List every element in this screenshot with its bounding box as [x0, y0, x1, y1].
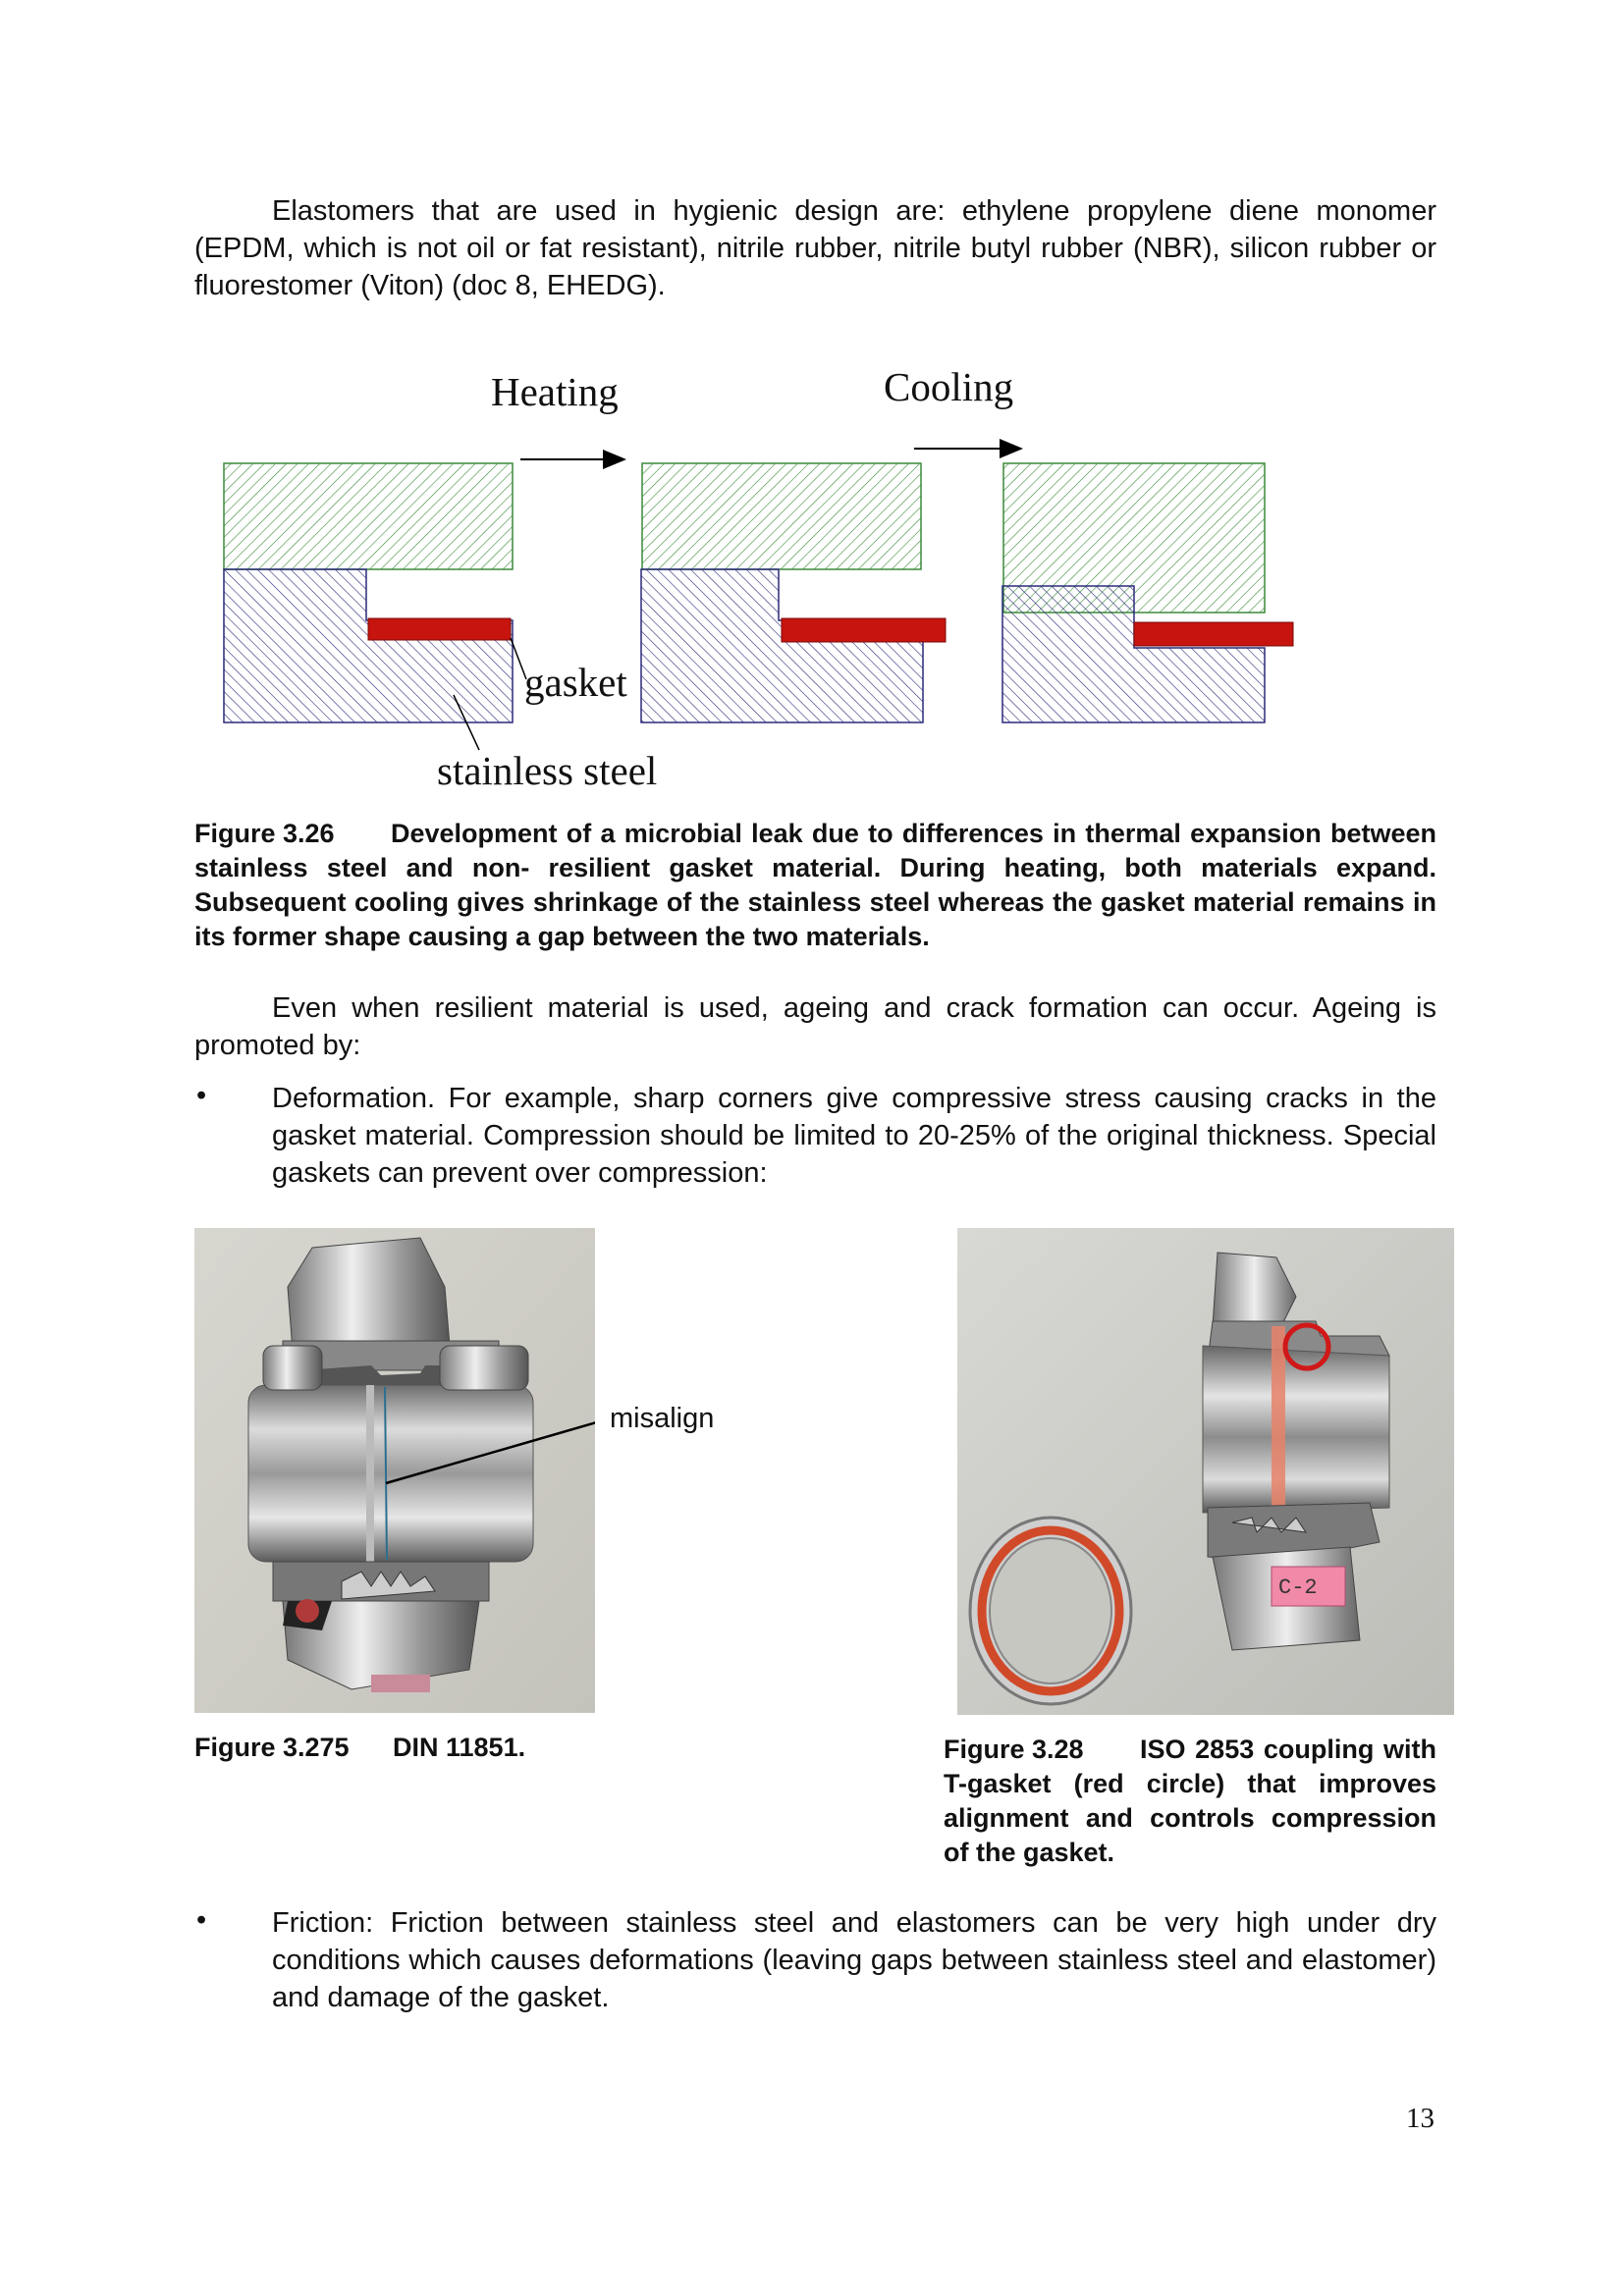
- figure-number: Figure 3.275: [194, 1733, 350, 1762]
- figure-text: DIN 11851.: [393, 1733, 526, 1762]
- page-number: 13: [1406, 2103, 1435, 2134]
- bullet-marker: •: [196, 1904, 207, 1936]
- gasket-2: [782, 618, 946, 642]
- lower-part-2: [641, 569, 923, 722]
- gasket-3: [1134, 622, 1293, 646]
- photo-din-11851: [194, 1228, 595, 1713]
- figure-3-28-caption: [944, 1733, 1436, 1870]
- gasket-1: [368, 618, 511, 640]
- stage-cooling: [1002, 463, 1293, 722]
- figure-text: Development of a microbial leak due to differences in thermal expansion between stainless steel and non- resilient gasket material. During heating, both materials expand. Subsequent cooling gives shrinkage of the stainless steel whereas the gasket material remains in its former shape causing a gap between the two materials.: [194, 819, 1436, 951]
- label-stainless-steel: stainless steel: [437, 748, 658, 793]
- bullet-marker: •: [196, 1080, 207, 1111]
- label-heating: Heating: [491, 369, 619, 414]
- paragraph-elastomers: Elastomers that are used in hygienic design are: ethylene propylene diene monomer (EPDM, which is not oil or fat resistant), nitrile rubber, nitrile butyl rubber (NBR), silicon rubber or fluorestomer (Viton) (doc 8, EHEDG).: [194, 195, 1436, 301]
- figure-number: Figure 3.26: [194, 819, 335, 848]
- figure-3-26-caption: [194, 817, 1436, 954]
- label-cooling: Cooling: [884, 364, 1014, 409]
- lower-part-1: [224, 569, 513, 722]
- stage-heating: [641, 463, 946, 722]
- upper-part-2: [642, 463, 921, 569]
- c2-label: C-2: [1278, 1575, 1318, 1600]
- bullet-friction: Friction: Friction between stainless steel and elastomers can be very high under dry conditions which causes deformations (leaving gaps between stainless steel and elastomer) and damage of the gasket.: [272, 1907, 1436, 2013]
- upper-part-1: [224, 463, 513, 569]
- figure-number: Figure 3.28: [944, 1735, 1084, 1764]
- misalign-label: misalign: [610, 1403, 715, 1434]
- label-gasket: gasket: [524, 660, 627, 705]
- thermal-expansion-diagram: [196, 353, 1326, 805]
- figure-3-275-caption: [194, 1731, 607, 1765]
- figure-text: ISO 2853 coupling with T-gasket (red circle) that improves alignment and controls compression of the gasket.: [944, 1735, 1436, 1867]
- photo-iso-2853: [957, 1228, 1454, 1715]
- paragraph-ageing: Even when resilient material is used, ageing and crack formation can occur. Ageing is promoted by:: [194, 992, 1436, 1061]
- stage-initial: [224, 463, 513, 722]
- bullet-deformation: Deformation. For example, sharp corners give compressive stress causing cracks in the gasket material. Compression should be limited to 20-25% of the original thickness. Special gaskets can prevent over compression:: [272, 1083, 1436, 1189]
